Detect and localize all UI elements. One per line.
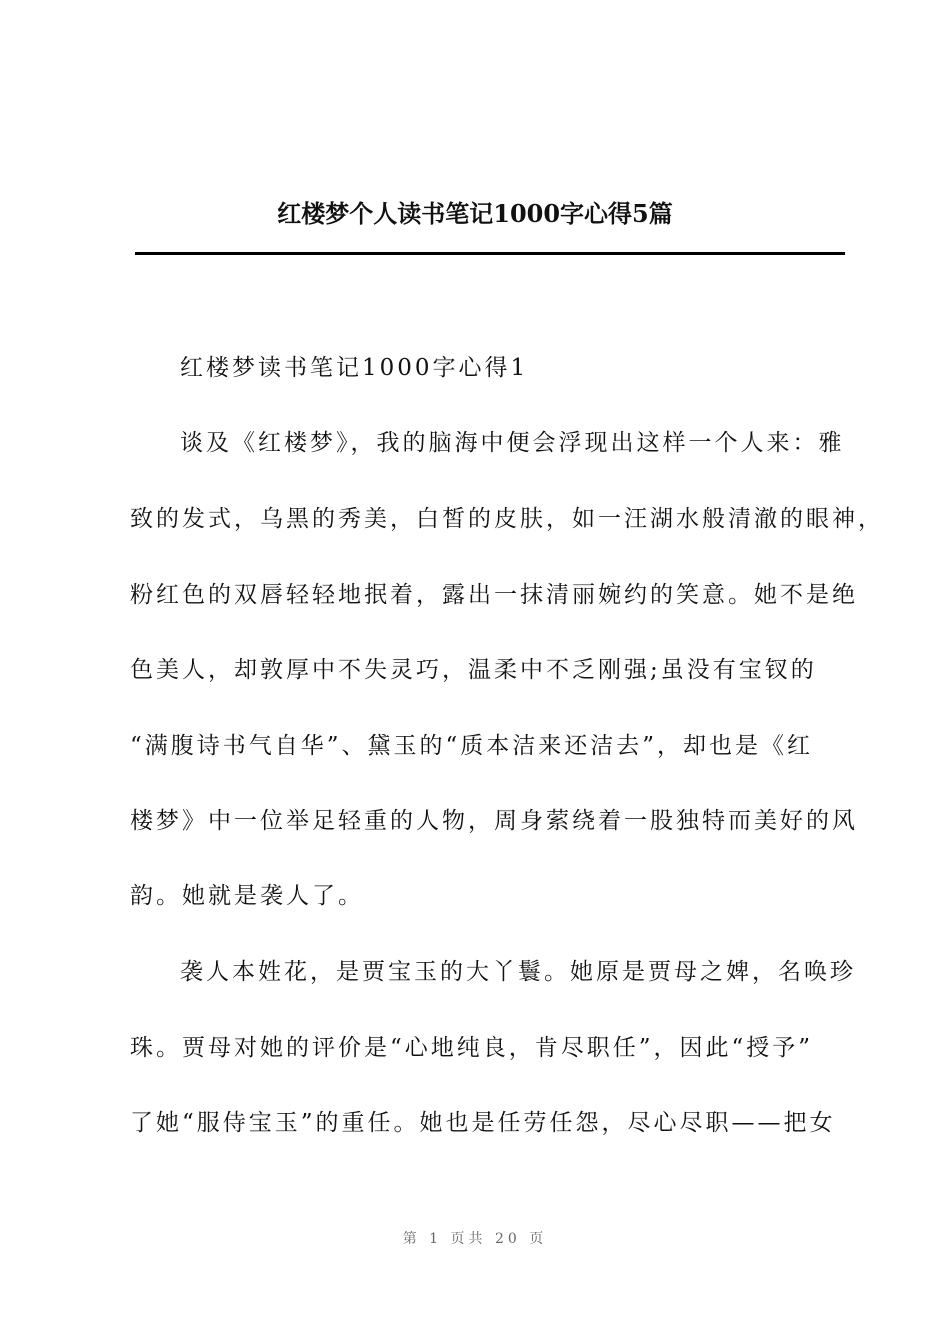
paragraph-line: 色美人，却敦厚中不失灵巧，温柔中不乏刚强;虽没有宝钗的 — [130, 657, 817, 683]
section-heading: 红楼梦读书笔记1000字心得1 — [180, 355, 529, 381]
paragraph-line: 珠。贾母对她的评价是“心地纯良，肯尽职任”，因此“授予” — [130, 1035, 814, 1061]
page-title: 红楼梦个人读书笔记1000字心得5篇 — [277, 199, 673, 228]
paragraph-line: 韵。她就是袭人了。 — [130, 883, 364, 909]
paragraph-line: 楼梦》中一位举足轻重的人物，周身萦绕着一股独特而美好的风 — [130, 808, 858, 834]
paragraph-line: 粉红色的双唇轻轻地抿着，露出一抹清丽婉约的笑意。她不是绝 — [130, 582, 858, 608]
title-rule — [135, 252, 845, 255]
paragraph-line: 袭人本姓花，是贾宝玉的大丫鬟。她原是贾母之婢，名唤珍 — [180, 959, 856, 985]
paragraph-line: 致的发式，乌黑的秀美，白皙的皮肤，如一汪湖水般清澈的眼神， — [130, 506, 884, 532]
paragraph-line: 谈及《红楼梦》，我的脑海中便会浮现出这样一个人来：雅 — [180, 430, 845, 456]
page-footer: 第 1 页共 20 页 — [402, 1231, 548, 1247]
paragraph-line: “满腹诗书气自华”、黛玉的“质本洁来还洁去”，却也是《红 — [130, 733, 814, 759]
paragraph-line: 了她“服侍宝玉”的重任。她也是任劳任怨，尽心尽职——把女 — [130, 1110, 836, 1136]
